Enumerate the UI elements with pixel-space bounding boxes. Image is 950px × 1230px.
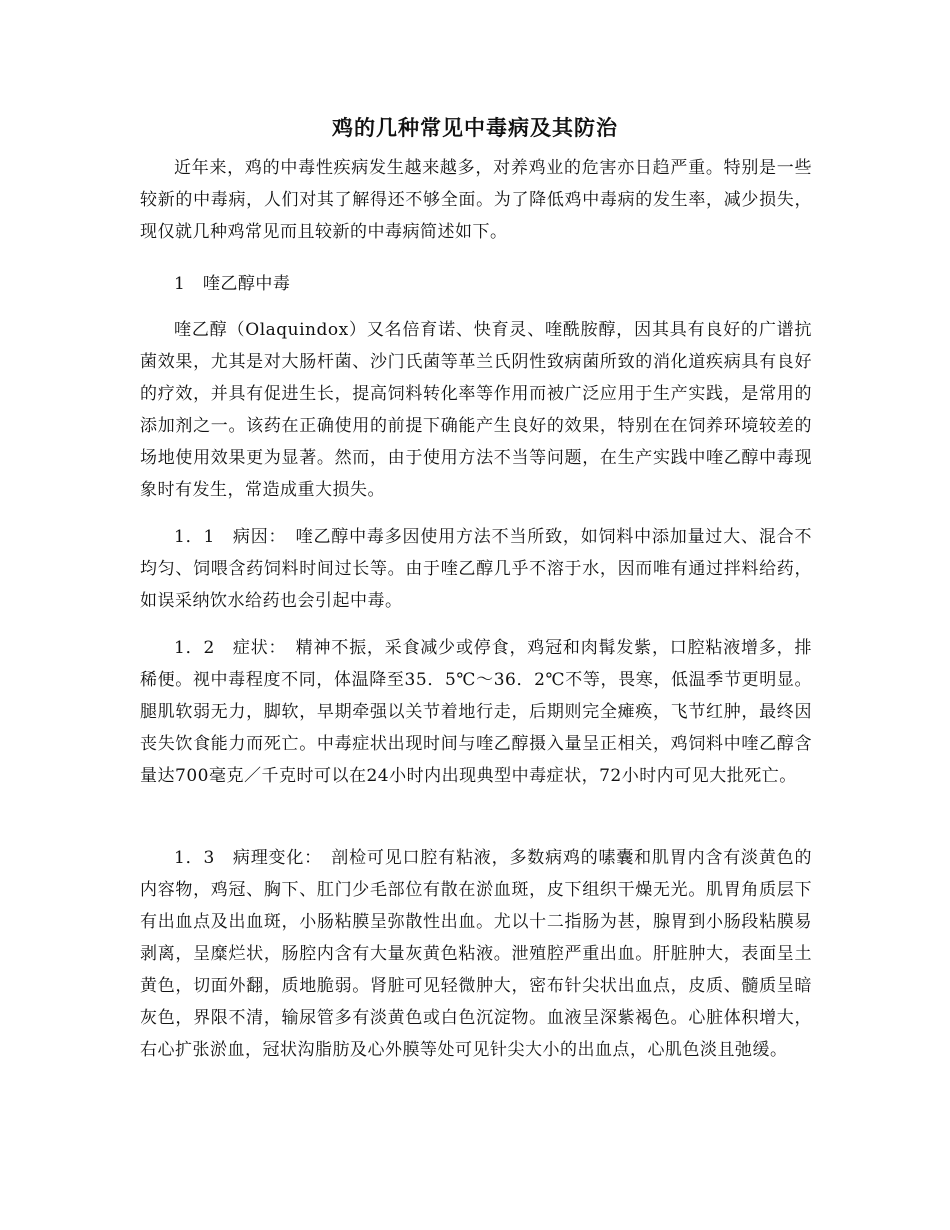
section-1-3-paragraph: 1．3 病理变化： 剖检可见口腔有粘液，多数病鸡的嗉囊和肌胃内含有淡黄色的内容物，鸡冠、胸下、肛门少毛部位有散在淤血斑，皮下组织干燥无光。肌胃角质层下有出血点及出血斑，小肠粘膜呈弥散性出血。尤以十二指肠为甚，腺胃到小肠段粘膜易剥离，呈糜烂状，肠腔内含有大量灰黄色粘液。泄殖腔严重出血。肝脏肿大，表面呈土黄色，切面外翻，质地脆弱。肾脏可见轻微肿大，密布针尖状出血点，皮质、髓质呈暗灰色，界限不清，输尿管多有淡黄色或白色沉淀物。血液呈深紫褐色。心脏体积增大，右心扩张淤血，冠状沟脂肪及心外膜等处可见针尖大小的出血点，心肌色淡且弛缓。: [140, 848, 812, 1060]
section-1-paragraph: 喹乙醇（Olaquindox）又名倍育诺、快育灵、喹酰胺醇，因其具有良好的广谱抗菌效果，尤其是对大肠杆菌、沙门氏菌等革兰氏阴性致病菌所致的消化道疾病具有良好的疗效，并具有促进生长，提高饲料转化率等作用而被广泛应用于生产实践，是常用的添加剂之一。该药在正确使用的前提下确能产生良好的效果，特别在在饲养环境较差的场地使用效果更为显著。然而，由于使用方法不当等问题，在生产实践中喹乙醇中毒现象时有发生，常造成重大损失。: [140, 320, 812, 500]
section-1-heading: 1 喹乙醇中毒: [174, 274, 291, 294]
section-1-2-paragraph: 1．2 症状： 精神不振，采食减少或停食，鸡冠和肉髯发紫，口腔粘液增多，排稀便。视中毒程度不同，体温降至35．5℃～36．2℃不等，畏寒，低温季节更明显。腿肌软弱无力，脚软，早期牵强以关节着地行走，后期则完全瘫痪，飞节红肿，最终因丧失饮食能力而死亡。中毒症状出现时间与喹乙醇摄入量呈正相关，鸡饲料中喹乙醇含量达700毫克／千克时可以在24小时内出现典型中毒症状，72小时内可见大批死亡。: [140, 638, 812, 786]
page-title: 鸡的几种常见中毒病及其防治: [332, 115, 618, 140]
intro-paragraph: 近年来，鸡的中毒性疾病发生越来越多，对养鸡业的危害亦日趋严重。特别是一些较新的中毒病，人们对其了解得还不够全面。为了降低鸡中毒病的发生率，减少损失，现仅就几种鸡常见而且较新的中毒病简述如下。: [140, 158, 812, 242]
section-1-1-paragraph: 1．1 病因： 喹乙醇中毒多因使用方法不当所致，如饲料中添加量过大、混合不均匀、饲喂含药饲料时间过长等。由于喹乙醇几乎不溶于水，因而唯有通过拌料给药，如误采纳饮水给药也会引起中毒。: [140, 527, 812, 611]
